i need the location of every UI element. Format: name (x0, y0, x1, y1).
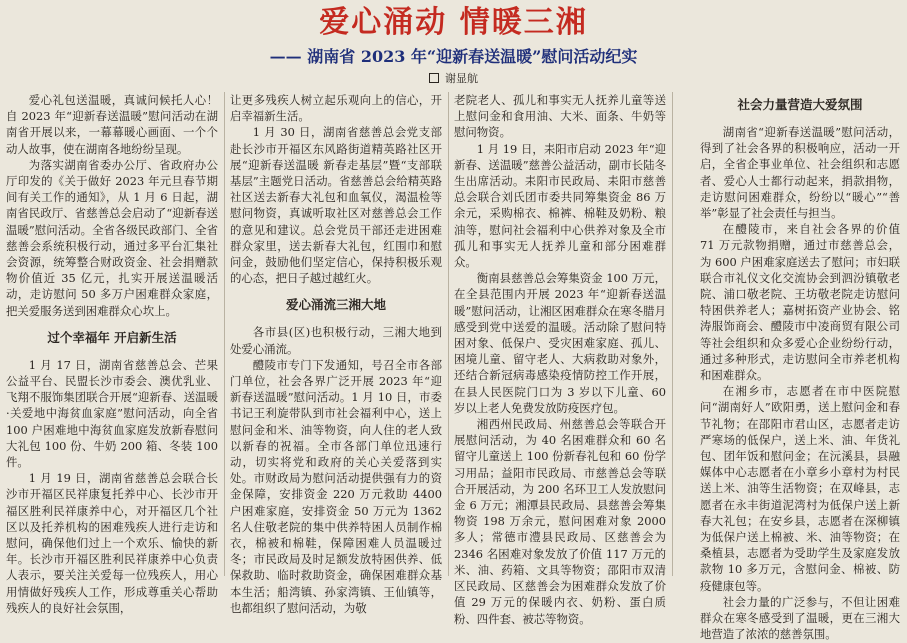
section-heading: 社会力量营造大爱氛围 (737, 97, 863, 112)
paragraph: 醴陵市专门下发通知，号召全市各部门单位，社会各界广泛开展 2023 年“迎新春送温暖”慰问活动。1 月 10 日，市委书记王利旋带队到市社会福利中心，送上慰问金和米、油等物资，向人住的老人致以新春的祝福。全市各部门单位迅速行动，切实将党和政府的关心关爱落到实处。市财政局为慰问活动提供强有力的资金保障，安排资金 220 万元救助 4400 户困难家庭，安排资金 50 万元为 1362 名人住敬老院的集中供养特困人员制作棉衣，棉被和棉鞋，保障困难人员温暖过冬；市民政局及时足额发放特困供养、低保救助、临时救助资金，确保困难群众基本生活；船湾镇、孙家湾镇、王仙镇等，也都组织了慰问活动，为敬 (230, 357, 442, 615)
article-column-2 (230, 92, 442, 615)
square-icon (429, 73, 439, 83)
author-name: 谢显航 (445, 72, 478, 85)
paragraph: 1 月 30 日，湖南省慈善总会党支部赴长沙市开福区东风路街道精英路社区开展“迎新春送温暖 新春走基层”暨“支部联基层”主题党日活动。省慈善总会给精英路社区送去新春大礼包和血氧仪，渴温检等慰问物资，真诚听取社区对慈善总会工作的意见和建议。总会党员干部还走进困难群众家里，送去新春大礼包，红围巾和慰问金，鼓励他们坚定信心，保持积极乐观的心态，把日子越过越红火。 (230, 125, 442, 286)
paragraph: 湘西州民政局、州慈善总会等联合开展慰问活动，为 40 名困难群众和 60 名留守儿童送上 100 份新春礼包和 60 份学习用品；益阳市民政局、市慈善总会等联合开展活动，为 200 名环卫工人发放慰问金 6 万元；湘潭县民政局、县慈善会筹集物资 198 万余元，慰问困难对象 2000 多人；常德市澧县民政局、区慈善会为 2346 名困难对象发放了价值 117 万元的米、油、药箱、文具等物资；邵阳市双清区民政局、区慈善会为困难群众发放了价值 29 万元的保暖内衣、奶粉、蛋白质粉、四件套、被芯等物资。 (454, 417, 666, 626)
paragraph: 爱心礼包送温暖，真诚问候托人心！自 2023 年“迎新春送温暖”慰问活动在湖南省开展以来，一幕幕暖心画面、一个个动人故事，使在湖南各地纷纷呈现。 (6, 93, 218, 156)
article-column-3 (454, 92, 666, 626)
paragraph: 在湘乡市，志愿者在市中医院慰问“湖南好人”欧阳勇，送上慰问金和春节礼物；在邵阳市君山区，志愿者走访严寒场的低保户，送上米、油、年货礼包、团年饭和慰问金；在沅溪县，县融媒体中心志愿者在小章乡小章村为村民送上米、油等生活物资；在双峰县，志愿者在永丰街道泥湾村为低保户送上新春大礼包；在安乡县，志愿者在深柳镇为低保户送上棉被、米、油等物资；在桑植县，志愿者为受助学生及家庭发放款物 10 多万元，含慰问金、棉被、防疫健康包等。 (700, 384, 900, 593)
paragraph: 1 月 17 日，湖南省慈善总会、芒果公益平台、民盟长沙市委会、澳优乳业、飞翔不服饰集团联合开展“迎新春、送温暖·关爱地中海贫血家庭”慰问活动，向全省 100 户困难地中海贫血家庭发放新春慰问大礼包 100 份、牛奶 200 箱、冬装 100 件。 (6, 357, 218, 470)
paragraph: 老院老人、孤儿和事实无人抚养儿童等送上慰问金和食用油、大米、面条、牛奶等慰问物资。 (454, 93, 666, 140)
column-divider (448, 92, 449, 576)
paragraph: 为落实湖南省委办公厅、省政府办公厅印发的《关于做好 2023 年元旦春节期间有关工作的通知》，从 1 月 6 日起，湖南省民政厅、省慈善总会启动了“迎新春送温暖”慰问活动。全省各级民政部门、全省慈善会系统积极行动，通过多平台汇集社会资源，统筹整合财政资金、社会捐赠款物价值近 35 亿元，扎实开展送温暖活动，走访慰问 50 多万户困难群众家庭，把关爱服务送到困难群众心坎上。 (6, 157, 218, 318)
article-column-4 (700, 92, 900, 642)
paragraph: 1 月 19 日，耒阳市启动 2023 年“迎新春、送温暖”慈善公益活动，副市长陆冬生出席活动。耒阳市民政局、耒阳市慈善总会联合刘氏团市委共同筹集资金 86 万余元，采购棉衣、棉裤、棉鞋及奶粉、粮油等，慰问社会福利中心供养对象及全市孤儿和事实无人抚养儿童和部分困难群众。 (454, 141, 666, 270)
paragraph: 让更多残疾人树立起乐观向上的信心，开启幸福新生活。 (230, 93, 442, 124)
paragraph: 湖南省“迎新春送温暖”慰问活动，得到了社会各界的积极响应，活动一开启，全省企事业单位、社会组织和志愿者、爱心人士都行动起来，捐款捐物，走访慰问困难群众，纷纷以“暖心”“善举”彰显了社会责任与担当。 (700, 125, 900, 221)
section-heading: 过个幸福年 开启新生活 (47, 329, 177, 345)
paragraph: 社会力量的广泛参与，不但让困难群众在寒冬感受到了温暖，更在三湘大地营造了浓浓的慈善氛围。 (700, 594, 900, 642)
column-divider (224, 92, 225, 576)
paragraph: 在醴陵市，来自社会各界的价值 71 万元款物捐赠，通过市慈善总会，为 600 户困难家庭送去了慰问；市妇联联合市礼仪文化交流协会到泗汾镇敬老院、浦口敬老院、王坊敬老院走访慰问特困供养老人；嘉树拓资产业协会、铭涛服饰商会、醴陵市中凌商贸有限公司等社会组织和众多爱心企业纷纷行动，通过多种形式，走访慰问全市养老机构和困难群众。 (700, 222, 900, 383)
subheadline: —— 湖南省 2023 年“迎新春送温暖”慰问活动纪实 (269, 47, 638, 66)
section-heading: 爱心涌流三湘大地 (285, 297, 386, 313)
column-divider (672, 92, 673, 576)
paragraph: 各市县(区)也积极行动，三湘大地到处爱心涌流。 (230, 325, 442, 356)
byline (0, 72, 907, 86)
paragraph: 1 月 19 日，湖南省慈善总会联合长沙市开福区民祥康复托养中心、长沙市开福区胜利民祥康养中心，对开福区几个社区以及托养机构的困难残疾人进行走访和慰问，确保他们过上一个欢乐、愉快的新年。长沙市开福区胜利民祥康养中心负责人表示，要关注关爱每一位残疾人，用心用情做好残疾人工作，形成尊重关心帮助残疾人的良好社会氛围， (6, 471, 218, 615)
article-column-1 (6, 92, 218, 615)
paragraph: 衡南县慈善总会筹集资金 100 万元，在全县范围内开展 2023 年“迎新春送温暖”慰问活动，让湘区困难群众在寒冬腊月感受到党中送爱的温暖。活动除了慰问特困对象、低保户、受灾困难家庭、孤儿、困境儿童、留守老人、大病救助对象外，还结合新冠病毒感染疫情防控工作开展，在县人民医院门口为 3 岁以下儿童、60 岁以上老人免费发放防疫医疗包。 (454, 271, 666, 415)
headline: 爱心涌动 情暖三湘 (319, 5, 588, 40)
